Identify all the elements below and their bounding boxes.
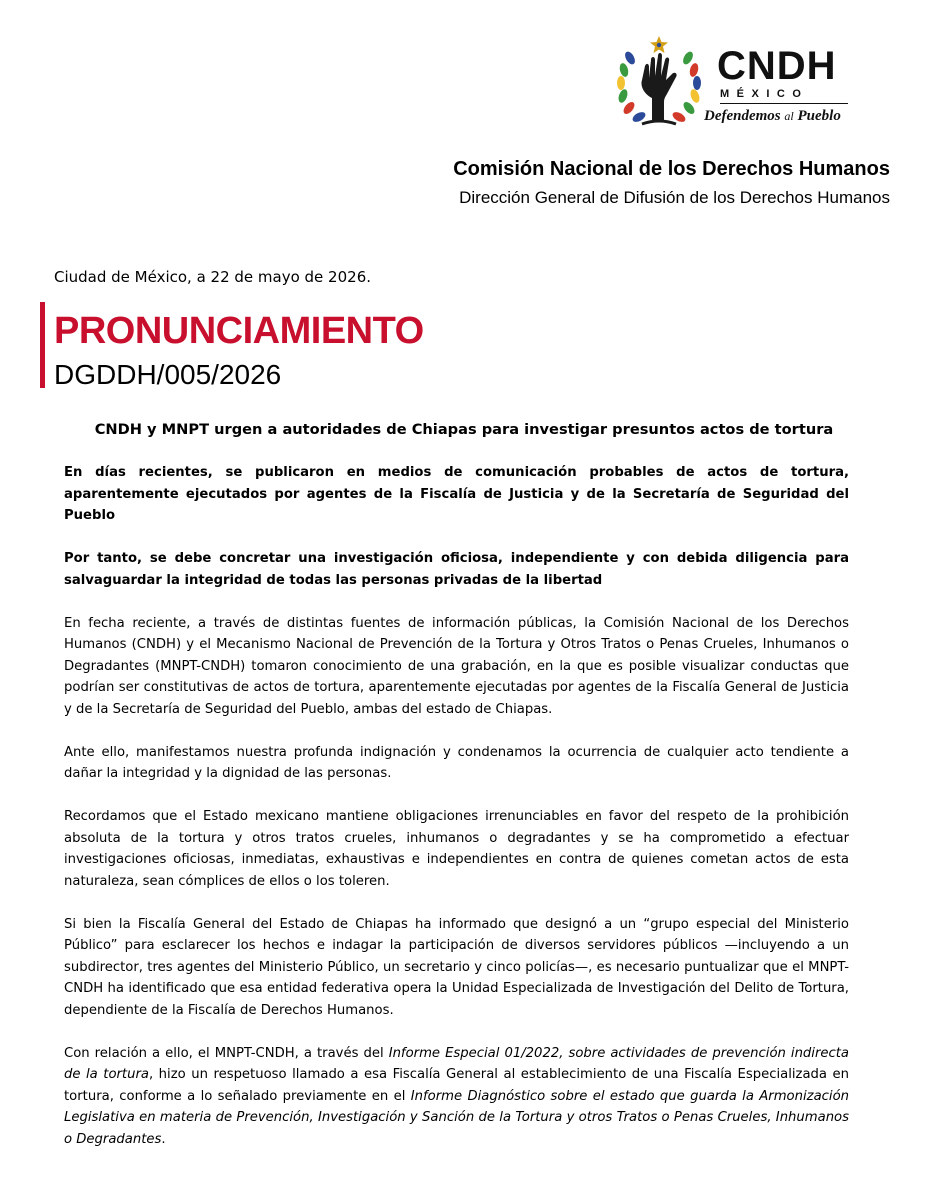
body-paragraph: Ante ello, manifestamos nuestra profunda indignación y condenamos la ocurrencia de cualquier acto tendiente a dañar la integridad y la dignidad de las personas. xyxy=(64,744,849,781)
motto-word: Pueblo xyxy=(797,108,841,124)
report-title: Informe Especial 01/2022, sobre actividades de prevención indirecta de la tortura xyxy=(64,1045,849,1082)
body-paragraph: Si bien la Fiscalía General del Estado de Chiapas ha informado que designó a un “grupo especial del Ministerio Público” para esclarecer los hechos e indagar la participación de diversos servidores públicos —incluyendo a un subdirector, tres agentes del Ministerio Público, un secretario y cinco policías—, es necesario puntualizar que el MNPT-CNDH ha identificado que esa entidad federativa opera la Unidad Especializada de Investigación del Delito de Tortura, dependiente de la Fiscalía de Derechos Humanos. xyxy=(64,916,849,1018)
text-run: Con relación a ello, el MNPT-CNDH, a través del xyxy=(64,1045,389,1061)
date-line: Ciudad de México, a 22 de mayo de 2026. xyxy=(54,268,371,286)
logo-motto xyxy=(704,108,841,125)
lead-paragraph: En días recientes, se publicaron en medios de comunicación probables de actos de tortura, aparentemente ejecutados por agentes de la Fiscalía de Justicia y de la Secretaría de Seguridad del Pueblo xyxy=(64,465,849,523)
body-paragraph: Recordamos que el Estado mexicano mantiene obligaciones irrenunciables en favor del respeto de la prohibición absoluta de la tortura y otros tratos crueles, inhumanos o degradantes y se ha comprometido a efectuar investigaciones oficiosas, inmediatas, exhaustivas e independientes en contra de quienes cometan actos de esta naturaleza, sean cómplices de ellos o los toleren. xyxy=(64,809,849,889)
logo-country: MÉXICO xyxy=(720,88,848,104)
logo-wordmark: CNDH xyxy=(717,44,837,88)
body-paragraph xyxy=(64,1043,849,1151)
department-name: Dirección General de Difusión de los Derechos Humanos xyxy=(459,188,890,207)
cndh-logo xyxy=(612,36,852,132)
motto-word: Defendemos xyxy=(704,108,781,124)
report-title: Informe Diagnóstico sobre el estado que guarda la Armonización Legislativa en materia de Prevención, Investigación y Sanción de la Tortura y otros Tratos o Penas Crueles, Inhumanos o Degradantes xyxy=(64,1088,849,1147)
headline: CNDH y MNPT urgen a autoridades de Chiapas para investigar presuntos actos de tortura xyxy=(94,421,834,438)
lead-paragraph: Por tanto, se debe concretar una investigación oficiosa, independiente y con debida diligencia para salvaguardar la integridad de todas las personas privadas de la libertad xyxy=(64,551,849,588)
organization-name: Comisión Nacional de los Derechos Humanos xyxy=(453,158,890,180)
accent-bar xyxy=(40,302,45,388)
motto-word: al xyxy=(784,109,794,123)
document-body xyxy=(64,462,849,1172)
text-run: , hizo un respetuoso llamado a esa Fiscalía General al establecimiento de una Fiscalía Especializada en tortura, conforme a lo señalado previamente en el xyxy=(64,1067,849,1104)
text-run: . xyxy=(161,1131,166,1147)
raised-hand-emblem-icon xyxy=(612,36,712,132)
body-paragraph: En fecha reciente, a través de distintas fuentes de información públicas, la Comisión Nacional de los Derechos Humanos (CNDH) y el Mecanismo Nacional de Prevención de la Tortura y Otros Tratos o Penas Crueles, Inhumanos o Degradantes (MNPT-CNDH) tomaron conocimiento de una grabación, en la que es posible visualizar conductas que podrían ser constitutivas de actos de tortura, aparentemente ejecutadas por agentes de la Fiscalía General de Justicia y de la Secretaría de Seguridad del Pueblo, ambas del estado de Chiapas. xyxy=(64,615,849,717)
document-number: DGDDH/005/2026 xyxy=(54,359,282,390)
document-type: PRONUNCIAMIENTO xyxy=(54,310,424,352)
